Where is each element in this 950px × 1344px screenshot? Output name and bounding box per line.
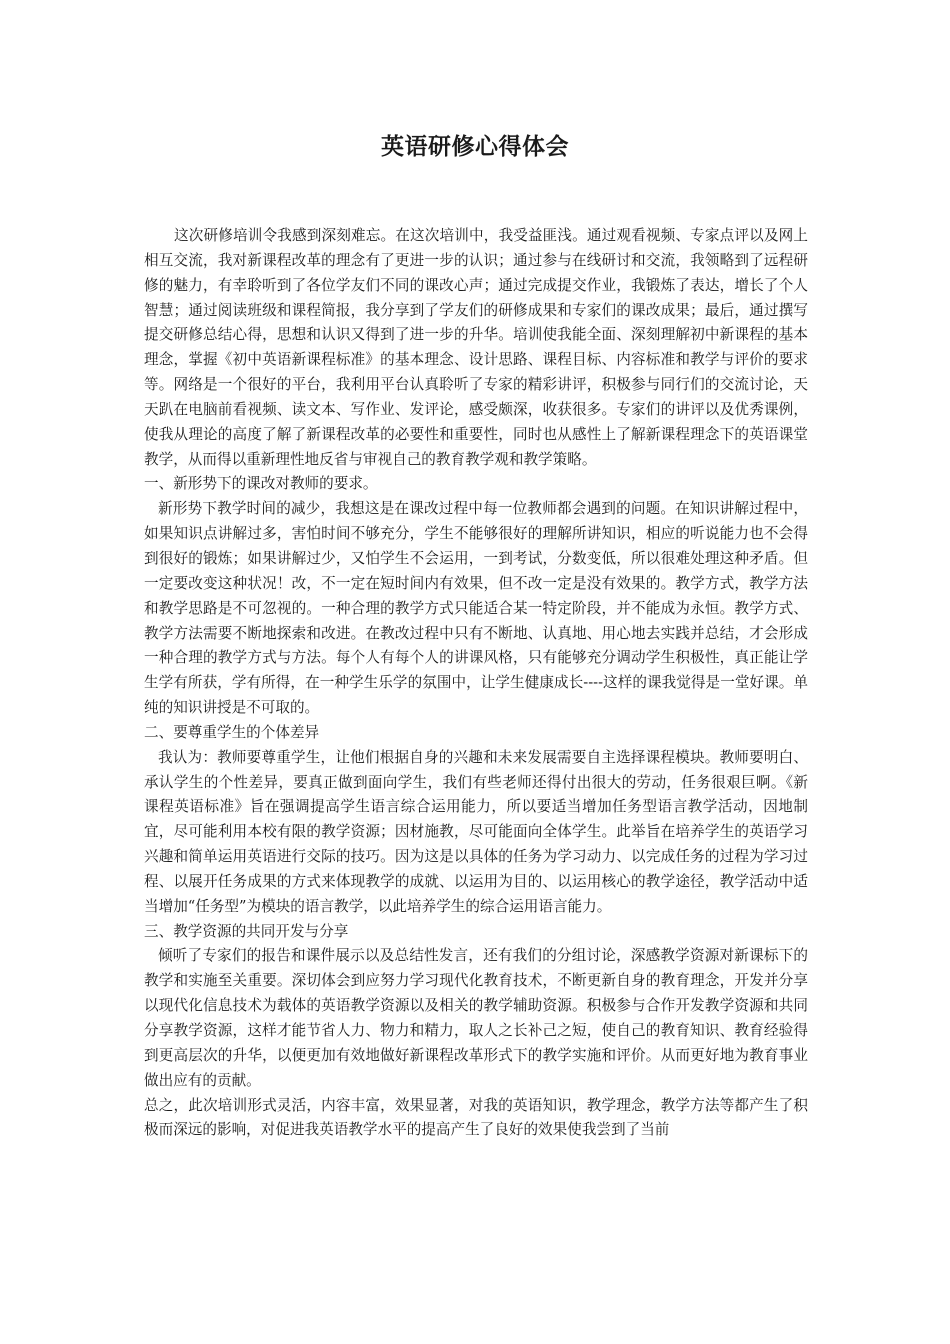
section-heading-1: 一、新形势下的课改对教师的要求。 [144, 475, 378, 493]
section-heading-2: 二、要尊重学生的个体差异 [144, 723, 320, 741]
intro-paragraph: 这次研修培训令我感到深刻难忘。在这次培训中，我受益匪浅。通过观看视频、专家点评以及网上相互交流，我对新课程改革的理念有了更进一步的认识；通过参与在线研讨和交流，我领略到了远程研修的魅力，有幸聆听到了各位学友们不同的课改心声；通过完成提交作业，我锻炼了表达，增长了个人智慧；通过阅读班级和课程简报，我分享到了学友们的研修成果和专家们的课改成果；最后，通过撰写提交研修总结心得，思想和认识又得到了进一步的升华。培训使我能全面、深刻理解初中新课程的基本理念，掌握《初中英语新课程标准》的基本理念、设计思路、课程目标、内容标准和教学与评价的要求等。网络是一个很好的平台，我利用平台认真聆听了专家的精彩讲评，积极参与同行们的交流讨论，天天趴在电脑前看视频、读文本、写作业、发评论，感受颇深，收获很多。专家们的讲评以及优秀课例，使我从理论的高度了解了新课程改革的必要性和重要性，同时也从感性上了解新课程理念下的英语课堂教学，从而得以重新理性地反省与审视自己的教育教学观和教学策略。 [144, 227, 808, 468]
document-title: 英语研修心得体会 [381, 133, 569, 160]
section-heading-3: 三、教学资源的共同开发与分享 [144, 922, 349, 940]
document-body [144, 224, 808, 1143]
section-2-paragraph: 我认为：教师要尊重学生，让他们根据自身的兴趣和未来发展需要自主选择课程模块。教师要明白、承认学生的个性差异，要真正做到面向学生，我们有些老师还得付出很大的劳动，任务很艰巨啊。《新课程英语标准》旨在强调提高学生语言综合运用能力，所以要适当增加任务型语言教学活动，因地制宜，尽可能利用本校有限的教学资源；因材施教，尽可能面向全体学生。此举旨在培养学生的英语学习兴趣和简单运用英语进行交际的技巧。因为这是以具体的任务为学习动力、以完成任务的过程为学习过程、以展开任务成果的方式来体现教学的成就、以运用为目的、以运用核心的教学途径，教学活动中适当增加“任务型”为模块的语言教学，以此培养学生的综合运用语言能力。 [144, 748, 808, 915]
section-1-paragraph: 新形势下教学时间的减少，我想这是在课改过程中每一位教师都会遇到的问题。在知识讲解过程中，如果知识点讲解过多，害怕时间不够充分，学生不能够很好的理解所讲知识，相应的听说能力也不会得到很好的锻炼；如果讲解过少，又怕学生不会运用，一到考试，分数变低，所以很难处理这种矛盾。但一定要改变这种状况！改，不一定在短时间内有效果，但不改一定是没有效果的。教学方式，教学方法和教学思路是不可忽视的。一种合理的教学方式只能适合某一特定阶段，并不能成为永恒。教学方式、教学方法需要不断地探索和改进。在教改过程中只有不断地、认真地、用心地去实践并总结，才会形成一种合理的教学方式与方法。每个人有每个人的讲课风格，只有能够充分调动学生积极性，真正能让学生学有所获，学有所得，在一种学生乐学的氛围中，让学生健康成长----这样的课我觉得是一堂好课。单纯的知识讲授是不可取的。 [144, 500, 808, 717]
conclusion-paragraph: 总之，此次培训形式灵活，内容丰富，效果显著，对我的英语知识，教学理念，教学方法等都产生了积极而深远的影响，对促进我英语教学水平的提高产生了良好的效果使我尝到了当前 [144, 1096, 808, 1139]
section-3-paragraph: 倾听了专家们的报告和课件展示以及总结性发言，还有我们的分组讨论，深感教学资源对新课标下的教学和实施至关重要。深切体会到应努力学习现代化教育技术，不断更新自身的教育理念，开发并分享以现代化信息技术为载体的英语教学资源以及相关的教学辅助资源。积极参与合作开发教学资源和共同分享教学资源，这样才能节省人力、物力和精力，取人之长补己之短，使自己的教育知识、教育经验得到更高层次的升华，以便更加有效地做好新课程改革形式下的教学实施和评价。从而更好地为教育事业做出应有的贡献。 [144, 947, 808, 1089]
